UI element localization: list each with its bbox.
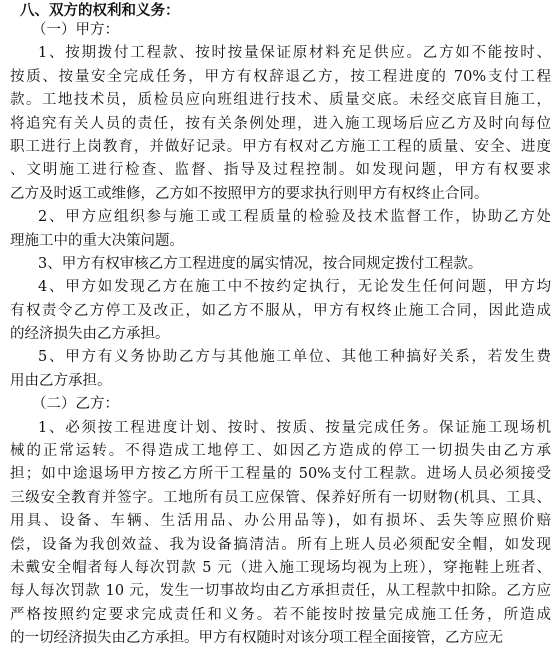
clause-paragraph <box>10 276 551 346</box>
text-line: 的一切经济损失由乙方承担。甲方有权随时对该分项工程全面接管，乙方应无 <box>10 630 503 647</box>
text-line: 4、甲方如发现乙方在施工中不按约定执行，无论发生任何问题，甲方均 <box>38 279 551 296</box>
text-line: 款。工地技术员，质检员应向班组进行技术、质量交底。未经交底盲目施工， <box>10 92 551 109</box>
subsection-title-party-a: （一）甲方： <box>32 22 119 38</box>
text-line: 将追究有关人员的责任，按有关条例处理，进入施工现场后应乙方及时向每位 <box>10 115 551 132</box>
text-line: 未戴安全帽者每人每次罚款 5 元（进入施工现场均视为上班），穿拖鞋上班者、 <box>10 560 551 577</box>
party-a-clauses <box>10 42 551 393</box>
clause-paragraph <box>10 346 551 393</box>
clause-paragraph <box>10 206 551 253</box>
text-line: 用具、设备、车辆、生活用品、办公用品等)，如有损坏、丢失等应照价赔 <box>10 513 551 530</box>
text-line: 每人每次罚款 10 元，发生一切事故均由乙方承担责任，从工程款中扣除。乙方应 <box>10 583 551 600</box>
section-heading: 八、双方的权利和义务： <box>20 2 180 19</box>
clause-paragraph <box>10 417 551 651</box>
text-line: 、文明施工进行检查、监督、指导及过程控制。如发现问题，甲方有权要求 <box>10 162 551 179</box>
text-line: 5、甲方有义务协助乙方与其他施工单位、其他工种搞好关系，若发生费 <box>38 349 551 366</box>
text-line: 偿，设备为我创效益、我为设备搞清洁。所有上班人员必须配安全帽，如发现 <box>10 536 551 553</box>
clause-paragraph <box>10 42 551 206</box>
clause-paragraph <box>10 253 551 276</box>
text-line: 乙方及时返工或维修，乙方如不按照甲方的要求执行则甲方有权终止合同。 <box>10 185 489 202</box>
text-line: 严格按照约定要求完成责任和义务。若不能按时按量完成施工任务，所造成 <box>10 606 551 623</box>
text-line: 三级安全教育并签字。工地所有员工应保管、保养好所有一切财物(机具、工具、 <box>10 489 551 506</box>
party-b-clauses <box>10 417 551 651</box>
text-line: 用由乙方承担。 <box>10 372 112 389</box>
text-line: 职工进行上岗教育，并做好记录。甲方有权对乙方施工工程的质量、安全、进度 <box>10 138 551 155</box>
text-line: 械的正常运转。不得造成工地停工、如因乙方造成的停工一切损失由乙方承 <box>10 443 551 460</box>
text-line: 3、甲方有权审核乙方工程进度的属实情况，按合同规定拨付工程款。 <box>38 255 483 272</box>
text-line: 1、必须按工程进度计划、按时、按质、按量完成任务。保证施工现场机 <box>38 419 551 436</box>
text-line: 2、甲方应组织参与施工或工程质量的检验及技术监督工作，协助乙方处 <box>38 209 551 226</box>
text-line: 的经济损失由乙方承担。 <box>10 326 170 343</box>
text-line: 理施工中的重大决策问题。 <box>10 232 184 249</box>
text-line: 担；如中途退场甲方按乙方所干工程量的 50%支付工程款。进场人员必须接受 <box>10 466 551 483</box>
subsection-title-party-b: （二）乙方： <box>32 396 119 413</box>
text-line: 按质、按量安全完成任务，甲方有权辞退乙方，按工程进度的 70%支付工程 <box>10 68 551 85</box>
text-line: 1、按期拨付工程款、按时按量保证原材料充足供应。乙方如不能按时、 <box>38 45 551 62</box>
text-line: 有权责令乙方停工及改正，如乙方不服从，甲方有权终止施工合同，因此造成 <box>10 302 551 319</box>
